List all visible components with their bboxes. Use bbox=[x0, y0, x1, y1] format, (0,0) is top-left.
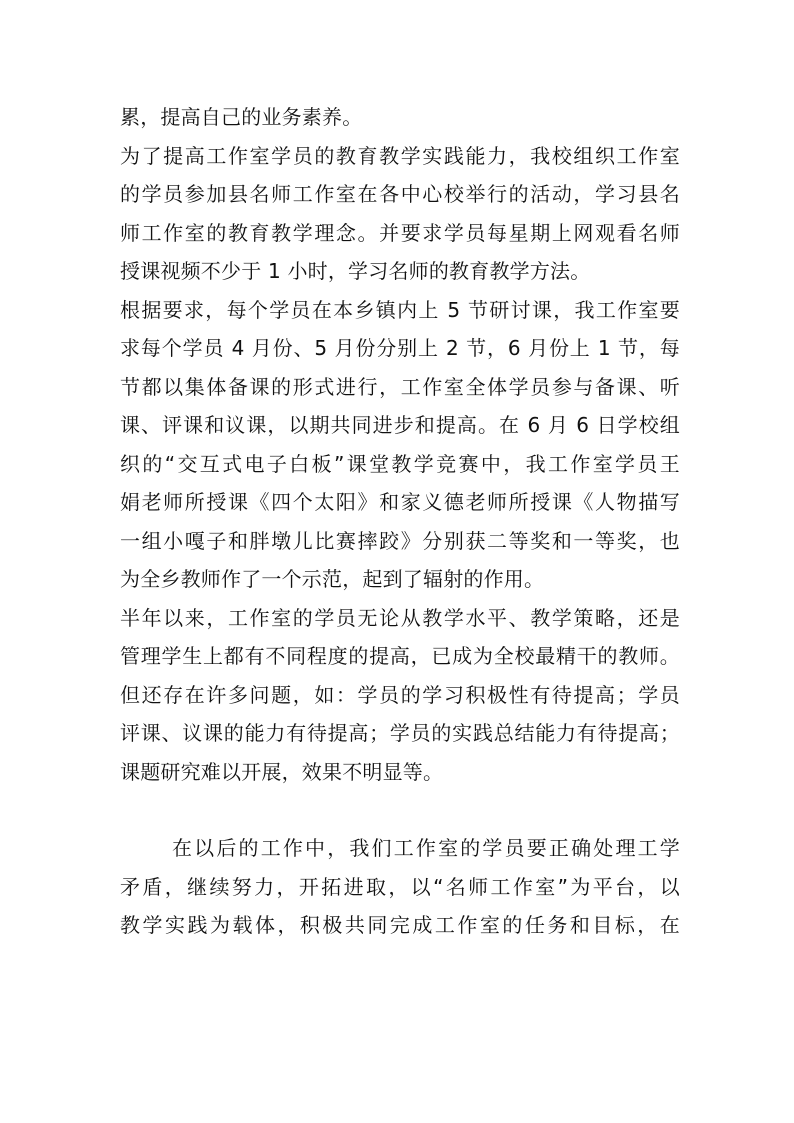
text-line: 累，提高自己的业务素养。 bbox=[120, 105, 363, 129]
text-line: 教学实践为载体，积极共同完成工作室的任务和目标，在 bbox=[120, 913, 680, 937]
text-line: 管理学生上都有不同程度的提高，已成为全校最精干的教师。 bbox=[120, 644, 680, 668]
text-line: 根据要求，每个学员在本乡镇内上 5 节研讨课，我工作室要 bbox=[120, 297, 680, 322]
text-line: 课题研究难以开展，效果不明显等。 bbox=[120, 759, 444, 784]
text-line: 但还存在许多问题，如：学员的学习积极性有待提高；学员 bbox=[120, 682, 680, 707]
text-line: 的学员参加县名师工作室在各中心校举行的活动，学习县名 bbox=[120, 182, 680, 206]
text-line: 织的“交互式电子白板”课堂教学竞赛中，我工作室学员王 bbox=[120, 451, 680, 476]
text-line: 师工作室的教育教学理念。并要求学员每星期上网观看名师 bbox=[120, 220, 680, 245]
text-line: 一组小嘎子和胖墩儿比赛摔跤》分别获二等奖和一等奖，也 bbox=[120, 528, 680, 553]
text-line: 娟老师所授课《四个太阳》和家义德老师所授课《人物描写 bbox=[120, 490, 680, 514]
paragraph-gap bbox=[120, 791, 680, 829]
text-line: 为全乡教师作了一个示范，起到了辐射的作用。 bbox=[120, 567, 545, 591]
text-line: 在以后的工作中，我们工作室的学员要正确处理工学 bbox=[172, 836, 680, 860]
text-line: 半年以来，工作室的学员无论从教学水平、教学策略，还是 bbox=[120, 605, 680, 630]
text-line: 课、评课和议课，以期共同进步和提高。在 6 月 6 日学校组 bbox=[120, 413, 680, 437]
text-line: 矛盾，继续努力，开拓进取，以“名师工作室”为平台，以 bbox=[120, 874, 680, 899]
text-line: 求每个学员 4 月份、5 月份分别上 2 节，6 月份上 1 节，每 bbox=[120, 336, 680, 360]
text-line: 评课、议课的能力有待提高；学员的实践总结能力有待提高； bbox=[120, 721, 680, 745]
text-line: 为了提高工作室学员的教育教学实践能力，我校组织工作室 bbox=[120, 143, 680, 168]
document-body bbox=[120, 98, 680, 945]
text-line: 授课视频不少于 1 小时，学习名师的教育教学方法。 bbox=[120, 259, 591, 283]
text-line: 节都以集体备课的形式进行，工作室全体学员参与备课、听 bbox=[120, 374, 680, 399]
